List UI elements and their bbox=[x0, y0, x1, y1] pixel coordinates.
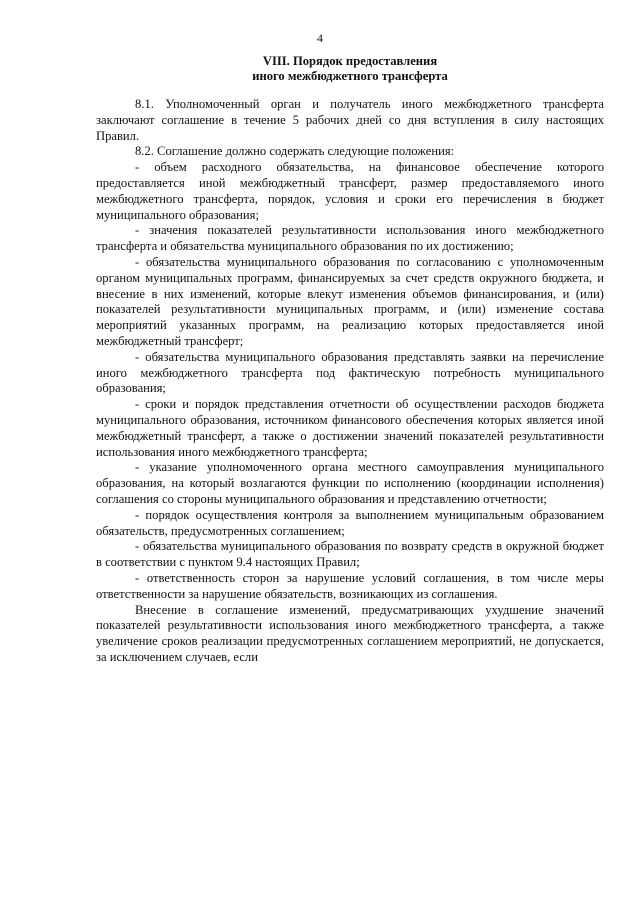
list-item: - ответственность сторон за нарушение условий соглашения, в том числе меры ответственности за нарушение обязательств, возникающих из соглашения. bbox=[96, 570, 604, 601]
list-item: - значения показателей результативности использования иного межбюджетного трансферта и обязательства муниципального образования по их достижению; bbox=[96, 223, 604, 254]
list-item: - обязательства муниципального образования по возврату средств в окружной бюджет в соответствии с пунктом 9.4 настоящих Правил; bbox=[96, 539, 604, 570]
section-title bbox=[96, 54, 604, 84]
list-item: - объем расходного обязательства, на финансовое обеспечение которого предоставляется иной межбюджетный трансферт, размер предоставляемого иного межбюджетного трансферта, порядок, условия и сроки его перечисления в бюджет муниципального образования; bbox=[96, 160, 604, 222]
list-item: - порядок осуществления контроля за выполнением муниципальным образованием обязательств, предусмотренных соглашением; bbox=[96, 507, 604, 538]
paragraph-8-1: 8.1. Уполномоченный орган и получатель иного межбюджетного трансферта заключают соглашение в течение 5 рабочих дней со дня вступления в силу настоящих Правил. bbox=[96, 97, 604, 143]
section-title-line-1: VIII. Порядок предоставления bbox=[262, 54, 438, 68]
page-number: 4 bbox=[317, 31, 323, 45]
list-item: - обязательства муниципального образования по согласованию с уполномоченным органом муниципальных программ, финансируемых за счет средств окружного бюджета, и внесение в них изменений, которые влекут изменения объемов финансирования, и (или) показателей результативности муниципальных программ, и (или) изменение состава мероприятий указанных программ, на реализацию которых предоставляется иной межбюджетный трансферт; bbox=[96, 254, 604, 348]
section-title-line-2: иного межбюджетного трансферта bbox=[252, 69, 448, 83]
document-body bbox=[96, 97, 604, 666]
paragraph-amendments: Внесение в соглашение изменений, предусматривающих ухудшение значений показателей результативности использования иного межбюджетного трансферта, а также увеличение сроков реализации предусмотренных соглашением мероприятий, не допускается, за исключением случаев, если bbox=[96, 602, 604, 664]
list-item: - указание уполномоченного органа местного самоуправления муниципального образования, на который возлагаются функции по исполнению (координации исполнения) соглашения со стороны муниципального образования и представлению отчетности; bbox=[96, 460, 604, 506]
list-item: - обязательства муниципального образования представлять заявки на перечисление иного межбюджетного трансферта под фактическую потребность муниципального образования; bbox=[96, 349, 604, 396]
list-item: - сроки и порядок представления отчетности об осуществлении расходов бюджета муниципального образования, источником финансового обеспечения которых является иной межбюджетный трансферт, а также о достижении значений показателей результативности использования иного межбюджетного трансферта; bbox=[96, 397, 604, 459]
paragraph-8-2: 8.2. Соглашение должно содержать следующие положения: bbox=[135, 144, 455, 159]
